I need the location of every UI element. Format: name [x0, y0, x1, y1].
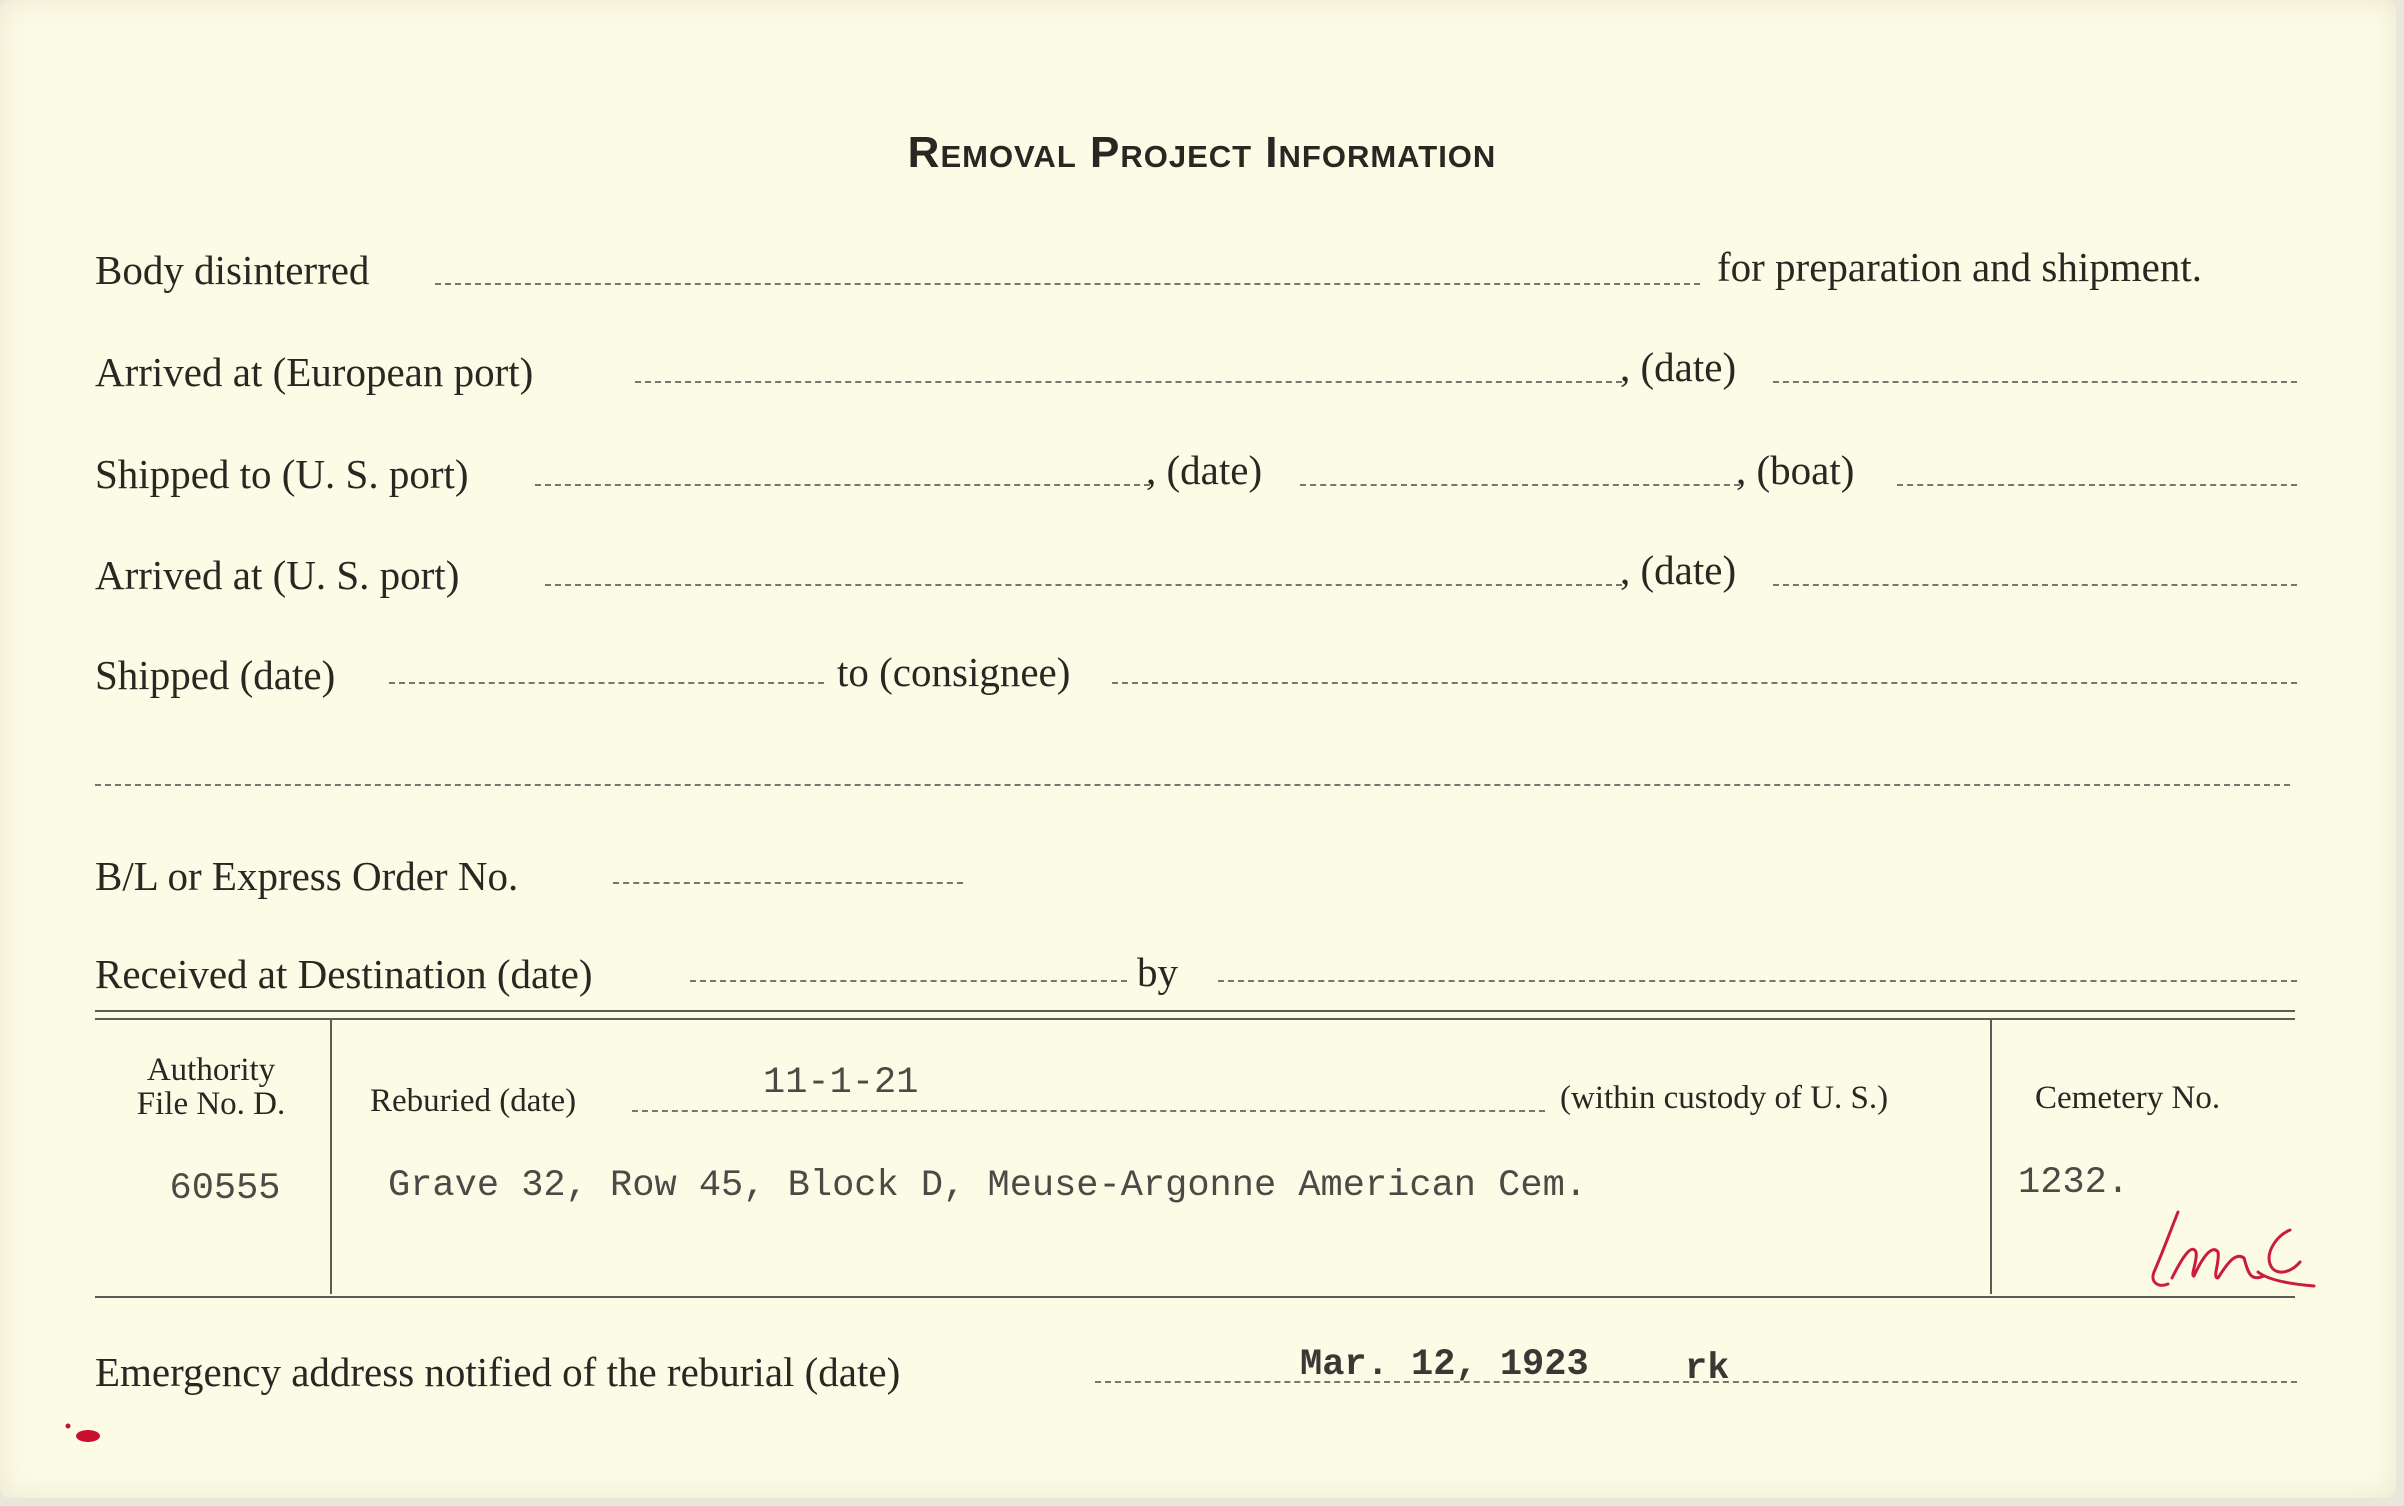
bl-order-field[interactable]: [613, 882, 963, 884]
authority-label-line1: Authority: [146, 1052, 276, 1088]
emergency-label: Emergency address notified of the reburial (date): [95, 1349, 901, 1395]
arrived-european-field[interactable]: [635, 381, 1622, 383]
card-title: Removal Project Information: [907, 128, 1497, 177]
section-rule-top-2: [95, 1018, 2295, 1020]
arrived-us-label: Arrived at (U. S. port): [95, 552, 460, 598]
red-signature-icon: [2140, 1192, 2320, 1302]
boat-label: , (boat): [1736, 447, 1855, 493]
ink-spot-icon: [58, 1418, 108, 1448]
received-by-field[interactable]: [1218, 980, 2297, 982]
arrived-us-field[interactable]: [545, 584, 1622, 586]
to-consignee-label: to (consignee): [837, 649, 1071, 695]
reburied-date: 11-1-21: [763, 1062, 919, 1104]
date-label-1: , (date): [1620, 344, 1737, 390]
body-disinterred-field[interactable]: [435, 283, 1700, 285]
within-custody-label: (within custody of U. S.): [1560, 1080, 1889, 1116]
arrived-us-date-field[interactable]: [1773, 584, 2297, 586]
shipped-date-field[interactable]: [389, 682, 824, 684]
for-preparation-label: for preparation and shipment.: [1717, 244, 2203, 290]
body-disinterred-label: Body disinterred: [95, 247, 370, 293]
arrived-european-label: Arrived at (European port): [95, 349, 534, 395]
column-divider-left: [330, 1020, 332, 1294]
reburied-label: Reburied (date): [370, 1083, 577, 1119]
by-label: by: [1137, 949, 1178, 995]
shipped-to-us-label: Shipped to (U. S. port): [95, 451, 469, 497]
received-date-field[interactable]: [690, 980, 1127, 982]
bl-order-label: B/L or Express Order No.: [95, 853, 519, 899]
consignee-continuation-field[interactable]: [95, 784, 2290, 786]
arrived-european-date-field[interactable]: [1773, 381, 2297, 383]
shipped-to-us-date-field[interactable]: [1300, 484, 1740, 486]
shipped-to-us-field[interactable]: [535, 484, 1150, 486]
notified-date: Mar. 12, 1923: [1300, 1344, 1589, 1386]
date-label-3: , (date): [1620, 547, 1737, 593]
reburied-date-field[interactable]: [632, 1110, 1545, 1112]
consignee-field[interactable]: [1112, 682, 2297, 684]
section-rule-top: [95, 1010, 2295, 1012]
section-rule-bottom: [95, 1296, 2295, 1298]
received-destination-label: Received at Destination (date): [95, 951, 593, 997]
grave-location: Grave 32, Row 45, Block D, Meuse-Argonne American Cem.: [388, 1165, 1587, 1207]
boat-field[interactable]: [1897, 484, 2297, 486]
typist-initials: rk: [1685, 1348, 1730, 1390]
date-label-2: , (date): [1146, 447, 1263, 493]
shipped-date-label: Shipped (date): [95, 652, 336, 698]
authority-label: [100, 1053, 322, 1121]
cemetery-no-label: Cemetery No.: [2035, 1080, 2221, 1116]
authority-label-line2: File No. D.: [136, 1086, 286, 1122]
cemetery-number: 1232.: [2018, 1162, 2130, 1204]
column-divider-right: [1990, 1020, 1992, 1294]
file-number: 60555: [169, 1168, 281, 1210]
